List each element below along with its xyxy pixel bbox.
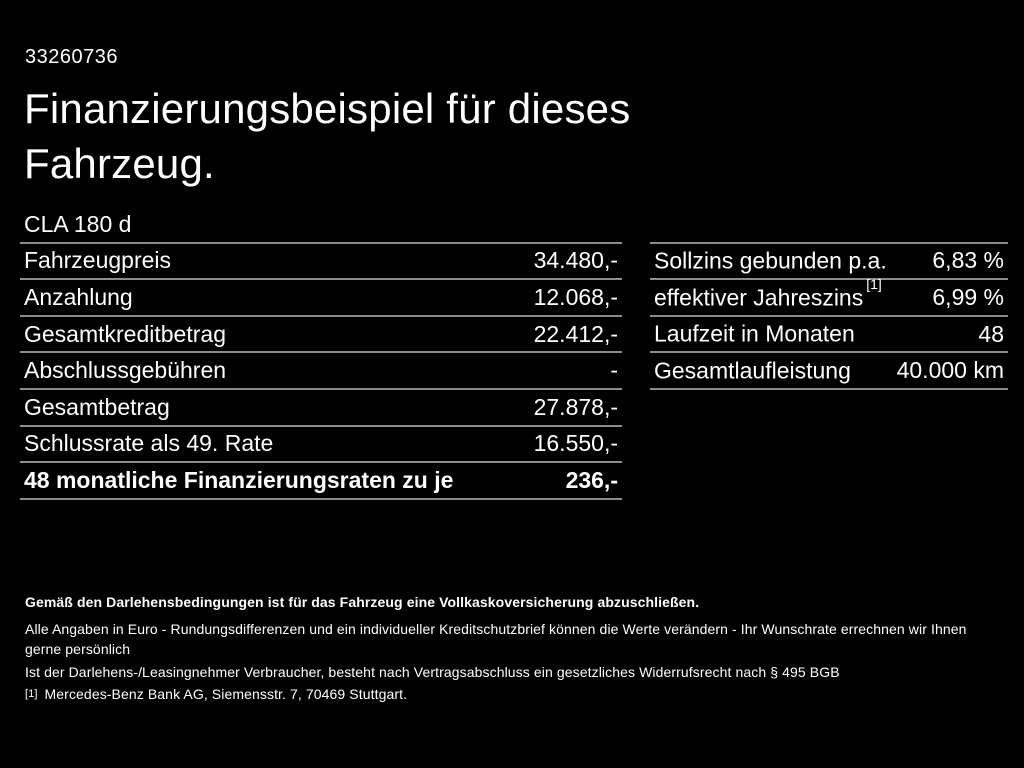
row-value: 12.068,- <box>533 283 618 310</box>
row-label: Gesamtkreditbetrag <box>24 320 226 347</box>
table-row-gesamtbetrag <box>20 390 622 427</box>
row-label <box>654 247 890 275</box>
vehicle-model-row <box>20 207 622 244</box>
footnote-ref: [1] <box>866 275 882 292</box>
row-label <box>654 357 854 385</box>
row-value: 236,- <box>565 466 618 493</box>
vehicle-model-label: CLA 180 d <box>24 210 132 237</box>
disclaimer-note: Alle Angaben in Euro - Rundungsdifferenzen und ein individueller Kreditschutzbrief können die Werte verändern - Ihr Wunschrate errechnen wir Ihnen gerne persönlich <box>25 621 967 657</box>
table-row-gesamtlaufleistung <box>650 353 1008 390</box>
row-value: 22.412,- <box>533 320 618 347</box>
row-label-text: Laufzeit in Monaten <box>654 320 855 347</box>
row-label: Abschlussgebühren <box>24 357 227 384</box>
table-row-laufzeit <box>650 317 1008 354</box>
row-label: 48 monatliche Finanzierungsraten zu je <box>24 466 454 493</box>
table-row-gesamtkreditbetrag <box>20 317 622 354</box>
document-id: 33260736 <box>25 46 118 68</box>
table-row-monatsrate <box>20 463 622 500</box>
row-label <box>654 275 882 312</box>
table-row-effektiver-jahreszins <box>650 275 1008 317</box>
row-label: Gesamtbetrag <box>24 393 170 420</box>
row-label-text: effektiver Jahreszins <box>654 284 864 311</box>
legal-footer <box>25 592 1005 706</box>
row-value: 34.480,- <box>533 247 618 274</box>
financing-details-table <box>20 207 622 500</box>
page-title <box>24 81 630 191</box>
page-title-line2: Fahrzeug. <box>24 140 215 187</box>
row-value: 6,99 % <box>932 283 1004 310</box>
footnote-marker: [1] <box>25 688 38 700</box>
row-value: 16.550,- <box>533 430 618 457</box>
row-label-text: Sollzins gebunden p.a. <box>654 247 887 274</box>
row-label <box>654 320 858 348</box>
financing-conditions-table <box>650 242 1008 390</box>
insurance-note: Gemäß den Darlehensbedingungen ist für das Fahrzeug eine Vollkaskoversicherung abzuschließen. <box>25 594 700 610</box>
row-value: 27.878,- <box>533 393 618 420</box>
table-row-abschlussgebuehren <box>20 353 622 390</box>
row-label: Schlussrate als 49. Rate <box>24 430 274 457</box>
table-row-anzahlung <box>20 280 622 317</box>
table-row-fahrzeugpreis <box>20 244 622 281</box>
row-label: Fahrzeugpreis <box>24 247 172 274</box>
row-label-text: Gesamtlaufleistung <box>654 357 851 384</box>
row-label: Anzahlung <box>24 283 133 310</box>
row-value: 6,83 % <box>932 247 1004 274</box>
table-row-sollzins <box>650 244 1008 281</box>
row-value: 40.000 km <box>896 357 1004 384</box>
row-value: 48 <box>978 320 1004 347</box>
footnote-text: Mercedes-Benz Bank AG, Siemensstr. 7, 70469 Stuttgart. <box>44 686 408 702</box>
bank-footnote <box>25 684 1005 706</box>
row-value: - <box>610 357 618 384</box>
page-title-line1: Finanzierungsbeispiel für dieses <box>24 85 631 132</box>
table-row-schlussrate <box>20 427 622 464</box>
withdrawal-note: Ist der Darlehens-/Leasingnehmer Verbraucher, besteht nach Vertragsabschluss ein gesetzliches Widerrufsrecht nach § 495 BGB <box>25 664 840 680</box>
